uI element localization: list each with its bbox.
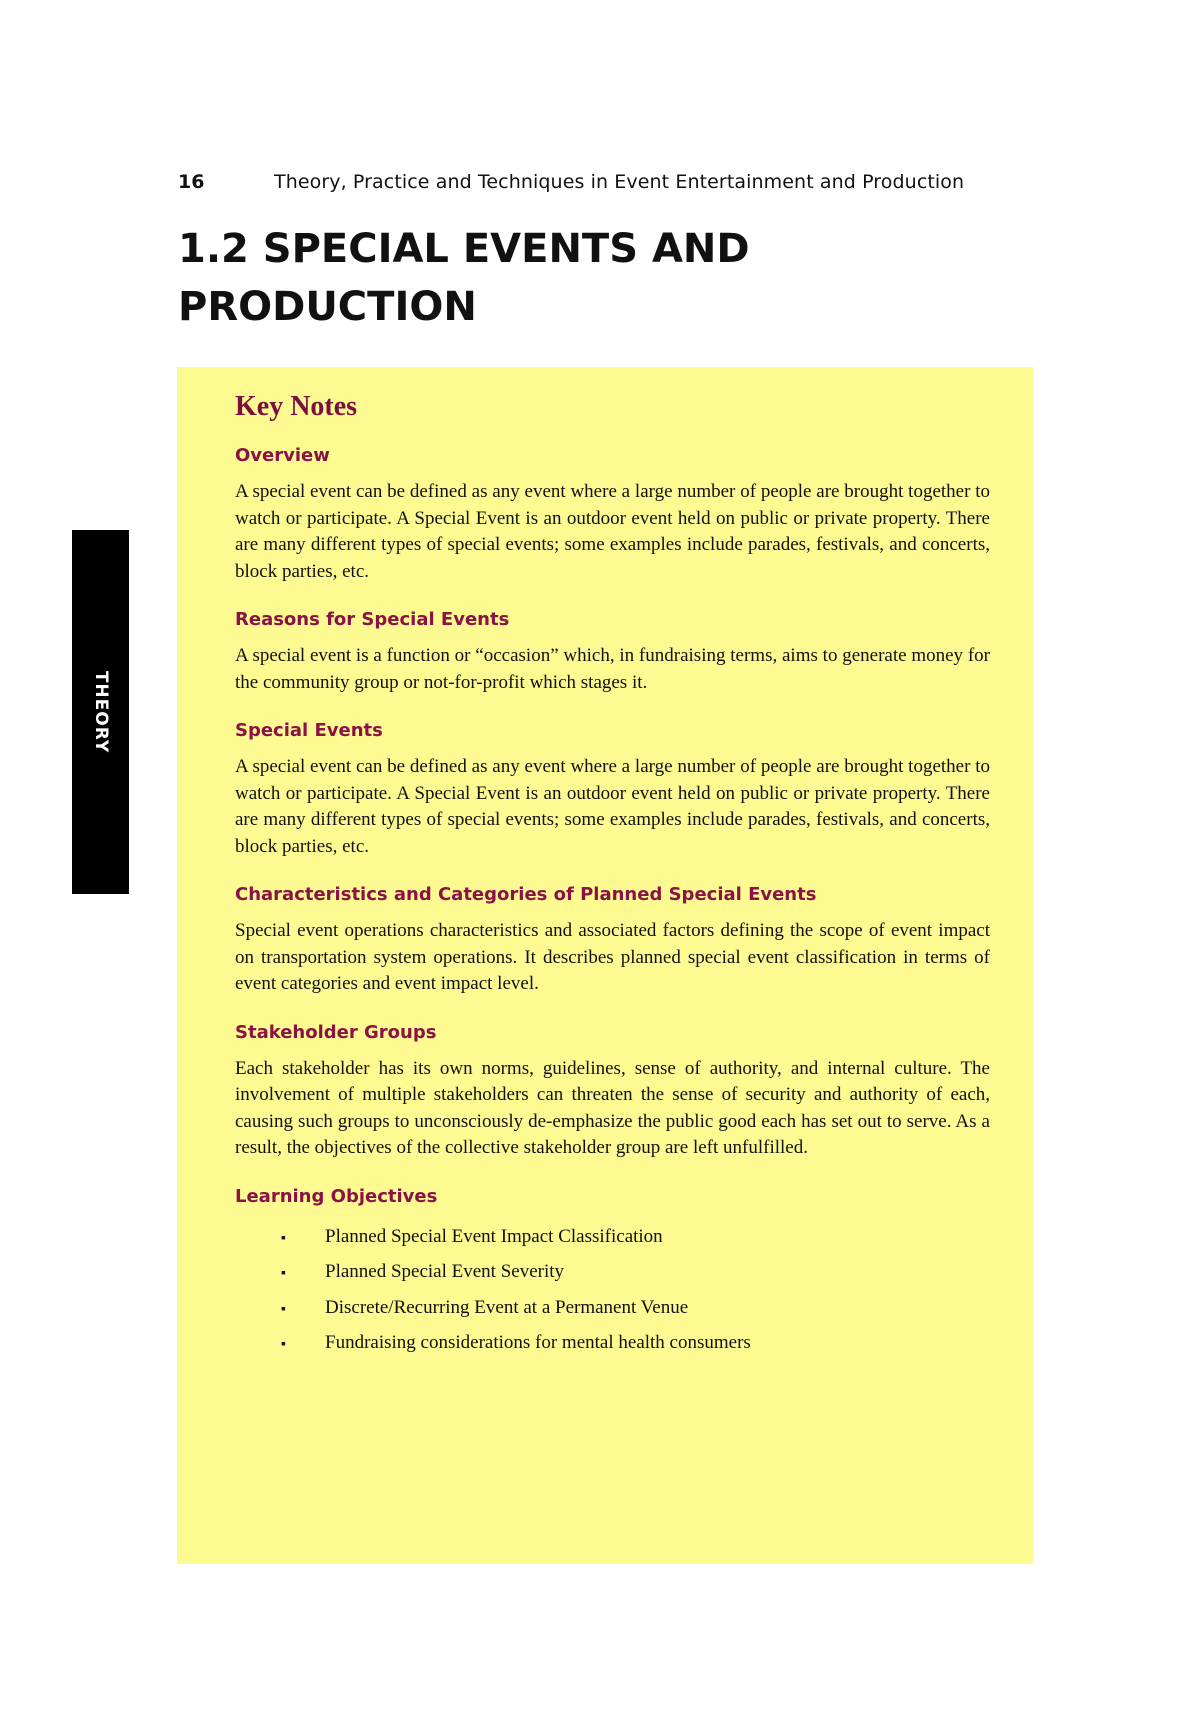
bullet-icon: ▪ xyxy=(281,1266,286,1281)
section-heading-characteristics: Characteristics and Categories of Planned Special Events xyxy=(235,884,817,905)
section-heading-special-events: Special Events xyxy=(235,720,383,741)
section-body-stakeholders: Each stakeholder has its own norms, guidelines, sense of authority, and internal culture. The involvement of multiple stakeholders can threaten the sense of security and authority of each, causing such groups to unconsciously de-emphasize the public good each has set out to serve. As a result, the objectives of the collective stakeholder group are left unfulfilled. xyxy=(235,1057,990,1158)
list-item xyxy=(235,1326,990,1362)
side-tab-label: THEORY xyxy=(90,670,111,754)
section-heading-reasons: Reasons for Special Events xyxy=(235,609,510,630)
book-title: Theory, Practice and Techniques in Event Entertainment and Production xyxy=(274,171,965,193)
page-number: 16 xyxy=(178,171,205,193)
key-notes-title: Key Notes xyxy=(235,391,358,422)
bullet-icon: ▪ xyxy=(281,1337,286,1352)
side-tab xyxy=(72,530,129,894)
list-item xyxy=(235,1255,990,1291)
bullet-icon: ▪ xyxy=(281,1230,286,1246)
objective-text: Fundraising considerations for mental health consumers xyxy=(325,1332,751,1353)
section-body-overview: A special event can be defined as any event where a large number of people are brought together to watch or participate. A Special Event is an outdoor event held on public or private property. There are many different types of special events; some examples include parades, festivals, and concerts, block parties, etc. xyxy=(235,481,990,582)
objective-text: Planned Special Event Impact Classification xyxy=(325,1225,663,1247)
learning-objectives-list xyxy=(235,1220,990,1362)
section-heading-stakeholders: Stakeholder Groups xyxy=(235,1021,437,1043)
section-body-special-events: A special event can be defined as any event where a large number of people are brought together to watch or participate. A Special Event is an outdoor event held on public or private property. There are many different types of special events; some examples include parades, festivals, and concerts, block parties, etc. xyxy=(235,756,990,857)
list-item xyxy=(235,1220,990,1256)
chapter-title: 1.2 SPECIAL EVENTS AND PRODUCTION xyxy=(178,226,750,330)
list-item xyxy=(235,1291,990,1327)
running-head xyxy=(178,171,964,193)
section-body-reasons: A special event is a function or “occasion” which, in fundraising terms, aims to generate money for the community group or not-for-profit which stages it. xyxy=(235,645,990,693)
key-notes-content xyxy=(235,389,990,1362)
key-notes-box xyxy=(177,367,1033,1564)
section-heading-learning-objectives: Learning Objectives xyxy=(235,1185,438,1207)
section-heading-overview: Overview xyxy=(235,445,330,466)
bullet-icon: ▪ xyxy=(281,1301,286,1317)
objective-text: Planned Special Event Severity xyxy=(325,1261,565,1282)
objective-text: Discrete/Recurring Event at a Permanent Venue xyxy=(325,1296,689,1318)
section-body-characteristics: Special event operations characteristics and associated factors defining the scope of event impact on transportation system operations. It describes planned special event classification in terms of event categories and event impact level. xyxy=(235,920,990,994)
